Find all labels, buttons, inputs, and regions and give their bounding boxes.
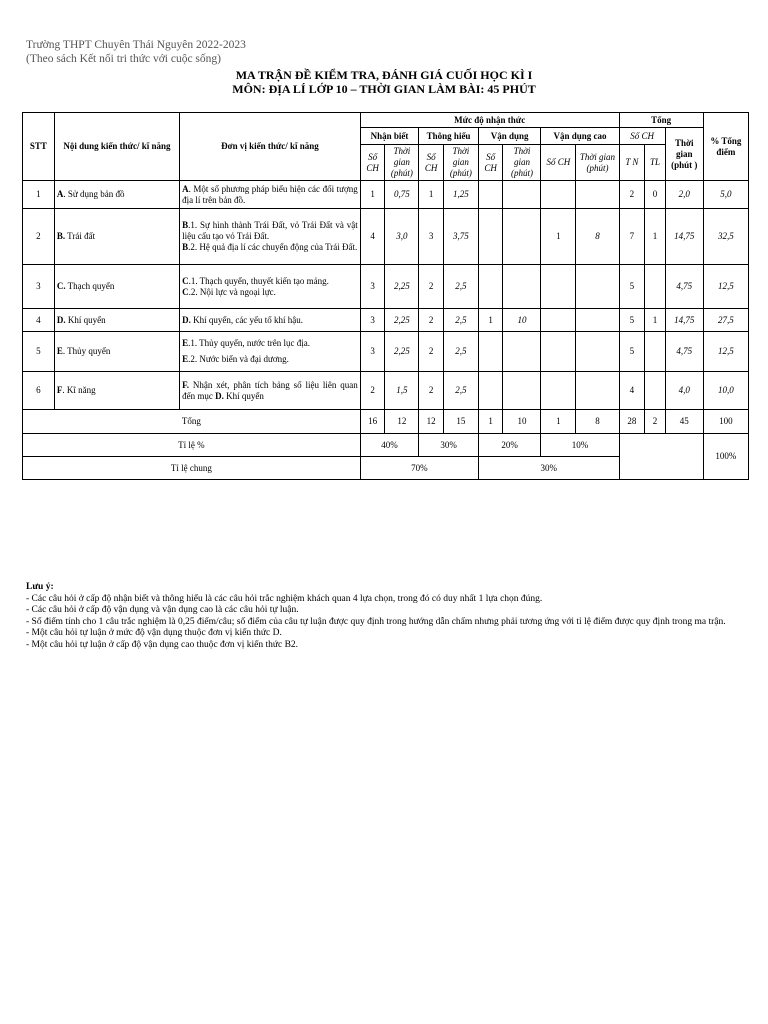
ratio-percent: 100% — [703, 434, 748, 480]
cell-percent: 32,5 — [703, 209, 748, 265]
header-nb-time: Thời gian (phút) — [385, 145, 419, 181]
table-row — [23, 181, 749, 209]
ratio-row — [23, 434, 749, 457]
header-tl: TL — [645, 145, 666, 181]
cell-nb-soch: 3 — [360, 332, 385, 372]
ratio-label: Tỉ lệ % — [23, 434, 361, 457]
cell-vdc-soch — [541, 181, 576, 209]
header-vd-time: Thời gian (phút) — [503, 145, 541, 181]
cell-th-time: 1,25 — [443, 181, 478, 209]
cell-vd-soch — [478, 181, 503, 209]
cell-vdc-time — [576, 309, 619, 332]
header-vdc-soch: Số CH — [541, 145, 576, 181]
header-van-dung-cao: Vận dụng cao — [541, 128, 619, 145]
table-row — [23, 372, 749, 410]
cell-vd-time — [503, 181, 541, 209]
cell-content: D. Khí quyển — [54, 309, 179, 332]
cell-unit: C.1. Thạch quyển, thuyết kiến tạo mảng. C.2. Nội lực và ngoại lực. — [180, 265, 361, 309]
cell-tl: 1 — [645, 309, 666, 332]
cell-stt: 6 — [23, 372, 55, 410]
cell-vd-time: 10 — [503, 309, 541, 332]
ratio-total-label: Tỉ lệ chung — [23, 457, 361, 480]
ratio-total-a: 70% — [360, 457, 478, 480]
cell-tl: 0 — [645, 181, 666, 209]
total-th-soch: 12 — [419, 410, 444, 434]
cell-vd-soch: 1 — [478, 309, 503, 332]
assessment-matrix-table — [22, 112, 749, 480]
cell-vd-time — [503, 372, 541, 410]
cell-nb-soch: 3 — [360, 265, 385, 309]
cell-total-time: 14,75 — [665, 309, 703, 332]
cell-vdc-soch — [541, 372, 576, 410]
cell-th-soch: 2 — [419, 265, 444, 309]
cell-nb-time: 2,25 — [385, 332, 419, 372]
cell-nb-soch: 4 — [360, 209, 385, 265]
cell-stt: 4 — [23, 309, 55, 332]
cell-nb-soch: 2 — [360, 372, 385, 410]
header-levels: Mức độ nhận thức — [360, 113, 619, 128]
header-tn: T N — [619, 145, 645, 181]
title-line-1: MA TRẬN ĐỀ KIỂM TRA, ĐÁNH GIÁ CUỐI HỌC KÌ I — [235, 68, 533, 82]
cell-vd-time — [503, 209, 541, 265]
total-row — [23, 410, 749, 434]
total-nb-soch: 16 — [360, 410, 385, 434]
total-vdc-soch: 1 — [541, 410, 576, 434]
total-tl: 2 — [645, 410, 666, 434]
cell-content: A. Sử dụng bản đồ — [54, 181, 179, 209]
total-th-time: 15 — [443, 410, 478, 434]
cell-unit: A. Một số phương pháp biểu hiện các đối tượng địa lí trên bản đồ. — [180, 181, 361, 209]
cell-unit: F. Nhận xét, phân tích bảng số liệu liên quan đến mục D. Khí quyển — [180, 372, 361, 410]
cell-percent: 10,0 — [703, 372, 748, 410]
cell-vdc-soch — [541, 332, 576, 372]
cell-vd-soch — [478, 332, 503, 372]
cell-total-time: 4,75 — [665, 265, 703, 309]
note-line: - Các câu hỏi ở cấp độ nhận biết và thông hiểu là các câu hỏi trắc nghiệm khách quan 4 lựa chọn, trong đó có duy nhất 1 lựa chọn đúng. — [26, 593, 543, 604]
cell-vdc-time — [576, 181, 619, 209]
header-unit: Đơn vị kiến thức/ kĩ năng — [180, 113, 361, 181]
ratio-total-empty — [619, 434, 703, 480]
cell-tl — [645, 265, 666, 309]
table-row — [23, 332, 749, 372]
header-thong-hieu: Thông hiểu — [419, 128, 479, 145]
cell-vdc-soch — [541, 309, 576, 332]
cell-total-time: 4,0 — [665, 372, 703, 410]
cell-percent: 27,5 — [703, 309, 748, 332]
total-vd-soch: 1 — [478, 410, 503, 434]
cell-unit: E.1. Thủy quyển, nước trên lục địa. E.2. Nước biển và đại dương. — [180, 332, 361, 372]
cell-th-time: 2,5 — [443, 265, 478, 309]
cell-nb-time: 2,25 — [385, 309, 419, 332]
table-row — [23, 209, 749, 265]
cell-th-soch: 2 — [419, 332, 444, 372]
cell-vd-soch — [478, 372, 503, 410]
total-nb-time: 12 — [385, 410, 419, 434]
school-header — [26, 38, 246, 66]
header-stt: STT — [23, 113, 55, 181]
table-row — [23, 265, 749, 309]
cell-vd-soch — [478, 209, 503, 265]
document-title — [0, 68, 768, 96]
cell-th-soch: 2 — [419, 372, 444, 410]
header-th-soch: Số CH — [419, 145, 444, 181]
cell-percent: 12,5 — [703, 265, 748, 309]
cell-th-soch: 3 — [419, 209, 444, 265]
header-th-time: Thời gian (phút) — [443, 145, 478, 181]
cell-vdc-soch: 1 — [541, 209, 576, 265]
cell-tn: 7 — [619, 209, 645, 265]
header-total-soch: Số CH — [619, 128, 665, 145]
school-name: Trường THPT Chuyên Thái Nguyên 2022-2023 — [26, 39, 246, 51]
cell-nb-time: 1,5 — [385, 372, 419, 410]
header-nb-soch: Số CH — [360, 145, 385, 181]
cell-vdc-soch — [541, 265, 576, 309]
note-line: - Một câu hỏi tự luận ở cấp độ vận dụng cao thuộc đơn vị kiến thức B2. — [26, 639, 299, 650]
cell-total-time: 4,75 — [665, 332, 703, 372]
cell-content: B. Trái đất — [54, 209, 179, 265]
cell-tn: 5 — [619, 309, 645, 332]
cell-tn: 2 — [619, 181, 645, 209]
note-line: - Số điểm tính cho 1 câu trắc nghiệm là 0,25 điểm/câu; số điểm của câu tự luận được quy định trong hướng dẫn chấm nhưng phải tương ứng với tỉ lệ điểm được quy định trong ma trận. — [26, 616, 726, 627]
cell-th-time: 2,5 — [443, 309, 478, 332]
cell-total-time: 14,75 — [665, 209, 703, 265]
cell-vdc-time — [576, 265, 619, 309]
cell-vdc-time: 8 — [576, 209, 619, 265]
header-vd-soch: Số CH — [478, 145, 503, 181]
cell-tn: 4 — [619, 372, 645, 410]
ratio-total-b: 30% — [478, 457, 619, 480]
cell-tl — [645, 372, 666, 410]
cell-tn: 5 — [619, 332, 645, 372]
header-nhan-biet: Nhận biết — [360, 128, 419, 145]
header-content: Nội dung kiến thức/ kĩ năng — [54, 113, 179, 181]
header-total: Tổng — [619, 113, 703, 128]
ratio-nhan-biet: 40% — [360, 434, 419, 457]
cell-th-time: 2,5 — [443, 372, 478, 410]
cell-content: F. Kĩ năng — [54, 372, 179, 410]
cell-nb-time: 0,75 — [385, 181, 419, 209]
cell-th-soch: 2 — [419, 309, 444, 332]
cell-nb-soch: 1 — [360, 181, 385, 209]
cell-stt: 5 — [23, 332, 55, 372]
cell-content: C. Thạch quyển — [54, 265, 179, 309]
cell-total-time: 2,0 — [665, 181, 703, 209]
cell-tl: 1 — [645, 209, 666, 265]
cell-th-soch: 1 — [419, 181, 444, 209]
cell-vd-time — [503, 265, 541, 309]
ratio-van-dung-cao: 10% — [541, 434, 619, 457]
cell-percent: 12,5 — [703, 332, 748, 372]
ratio-van-dung: 20% — [478, 434, 541, 457]
cell-tl — [645, 332, 666, 372]
cell-vd-soch — [478, 265, 503, 309]
cell-stt: 1 — [23, 181, 55, 209]
cell-stt: 3 — [23, 265, 55, 309]
cell-unit: D. Khí quyển, các yếu tố khí hậu. — [180, 309, 361, 332]
total-percent: 100 — [703, 410, 748, 434]
note-line: - Các câu hỏi ở cấp độ vận dụng và vận dụng cao là các câu hỏi tự luận. — [26, 605, 299, 615]
total-time: 45 — [665, 410, 703, 434]
cell-percent: 5,0 — [703, 181, 748, 209]
cell-vdc-time — [576, 332, 619, 372]
header-total-time: Thời gian (phút ) — [665, 128, 703, 181]
header-van-dung: Vận dụng — [478, 128, 541, 145]
ratio-thong-hieu: 30% — [419, 434, 479, 457]
total-tn: 28 — [619, 410, 645, 434]
cell-unit: B.1. Sự hình thành Trái Đất, vỏ Trái Đất và vật liệu cấu tạo vỏ Trái Đất. B.2. Hệ quả địa lí các chuyển động của Trái Đất. — [180, 209, 361, 265]
cell-nb-soch: 3 — [360, 309, 385, 332]
title-line-2: MÔN: ĐỊA LÍ LỚP 10 – THỜI GIAN LÀM BÀI: 45 PHÚT — [232, 82, 536, 96]
cell-tn: 5 — [619, 265, 645, 309]
cell-th-time: 3,75 — [443, 209, 478, 265]
cell-content: E. Thủy quyển — [54, 332, 179, 372]
book-series: (Theo sách Kết nối tri thức với cuộc sống) — [26, 53, 221, 65]
cell-vd-time — [503, 332, 541, 372]
cell-nb-time: 3,0 — [385, 209, 419, 265]
total-label: Tổng — [23, 410, 361, 434]
notes-section — [26, 582, 746, 651]
note-line: - Một câu hỏi tự luận ở mức độ vận dụng thuộc đơn vị kiến thức D. — [26, 628, 282, 638]
cell-nb-time: 2,25 — [385, 265, 419, 309]
cell-stt: 2 — [23, 209, 55, 265]
total-vd-time: 10 — [503, 410, 541, 434]
notes-title: Lưu ý: — [26, 582, 54, 592]
header-percent: % Tổng điểm — [703, 113, 748, 181]
header-vdc-time: Thời gian (phút) — [576, 145, 619, 181]
cell-vdc-time — [576, 372, 619, 410]
table-row — [23, 309, 749, 332]
cell-th-time: 2,5 — [443, 332, 478, 372]
total-vdc-time: 8 — [576, 410, 619, 434]
